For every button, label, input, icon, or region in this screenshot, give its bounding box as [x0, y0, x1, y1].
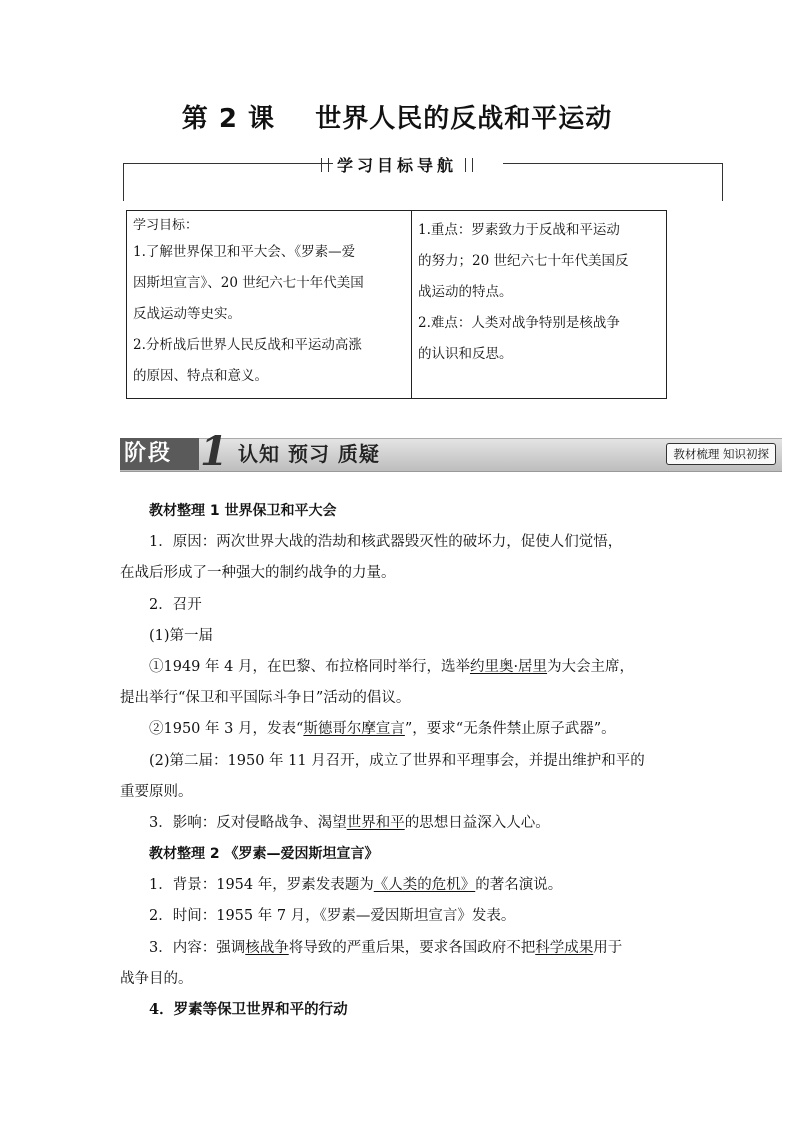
underlined-term: 世界和平: [346, 814, 405, 831]
key-point-line: 2.难点：人类对战争特别是核战争: [418, 315, 620, 331]
paragraph-line: 4．罗素等保卫世界和平的行动: [149, 1001, 348, 1018]
nav-separator-left: [321, 158, 329, 172]
underlined-term: 科学成果: [535, 939, 594, 956]
underlined-term: 《人类的危机》: [373, 877, 476, 894]
text-run: 的著名演说。: [475, 877, 563, 894]
paragraph-line: [120, 872, 680, 903]
key-point-line: 战运动的特点。: [418, 284, 513, 300]
paragraph-line: 2．召开: [149, 596, 202, 613]
key-point-line: 的认识和反思。: [418, 346, 513, 362]
text-run: 的思想日益深入人心。: [404, 814, 550, 831]
stage-label: 阶段: [120, 438, 199, 470]
paragraph-line: [120, 810, 680, 841]
nav-separator-right: [465, 158, 473, 172]
text-run: ①1949 年 4 月，在巴黎、布拉格同时举行，选举: [149, 658, 470, 675]
key-point-line: 的努力；20 世纪六七十年代美国反: [418, 253, 629, 269]
paragraph-line: [120, 654, 680, 685]
goals-right-cell: [412, 211, 667, 399]
stage-tag: 教材梳理 知识初探: [666, 443, 776, 465]
nav-title: 学习目标导航: [336, 156, 457, 175]
paragraph-line: 1．原因：两次世界大战的浩劫和核武器毁灭性的破坏力，促使人们觉悟，: [149, 534, 623, 551]
text-run: 将导致的严重后果，要求各国政府不把: [288, 939, 536, 956]
text-run: 用于: [593, 939, 623, 956]
section-heading: 教材整理 1 世界保卫和平大会: [149, 503, 337, 519]
goal-line: 的原因、特点和意义。: [133, 368, 268, 384]
paragraph-line: (1)第一届: [149, 627, 214, 644]
section-heading: 教材整理 2 《罗素—爱因斯坦宣言》: [149, 846, 379, 863]
goals-heading: 学习目标：: [133, 218, 199, 233]
text-run: ②1950 年 3 月，发表“: [149, 721, 304, 738]
goal-line: 1.了解世界保卫和平大会、《罗素—爱: [133, 244, 356, 260]
stage-number: 1: [200, 428, 228, 475]
goals-left-cell: [127, 211, 412, 399]
stage-banner: [120, 428, 782, 475]
paragraph-line: 战争目的。: [120, 970, 193, 987]
paragraph-line: (2)第二届：1950 年 11 月召开，成立了世界和平理事会，并提出维护和平的: [149, 752, 645, 769]
learning-goals-table: [126, 210, 667, 399]
nav-heading: [0, 153, 794, 176]
text-run: 1．背景：1954 年，罗素发表题为: [149, 877, 374, 894]
text-run: 3．内容：强调: [149, 939, 246, 956]
goal-line: 2.分析战后世界人民反战和平运动高涨: [133, 337, 362, 353]
lesson-content: [120, 498, 680, 1028]
underlined-term: 约里奥·居里: [469, 658, 548, 675]
underlined-term: 斯德哥尔摩宣言: [303, 721, 405, 738]
text-run: ”，要求“无条件禁止原子武器”。: [404, 721, 616, 738]
stage-caption: 认知 预习 质疑: [238, 442, 380, 466]
text-run: 3．影响：反对侵略战争、渴望: [149, 814, 347, 831]
lesson-title: 第 2 课 世界人民的反战和平运动: [181, 104, 613, 134]
text-run: 为大会主席，: [547, 658, 635, 675]
goal-line: 反战运动等史实。: [133, 306, 241, 322]
paragraph-line: [120, 716, 680, 747]
key-point-line: 1.重点：罗素致力于反战和平运动: [418, 222, 620, 238]
paragraph-line: 提出举行“保卫和平国际斗争日”活动的倡议。: [120, 690, 411, 707]
paragraph-line: 2．时间：1955 年 7 月，《罗素—爱因斯坦宣言》发表。: [149, 908, 516, 925]
paragraph-line: 重要原则。: [120, 783, 193, 800]
paragraph-line: 在战后形成了一种强大的制约战争的力量。: [120, 565, 396, 582]
underlined-term: 核战争: [245, 939, 289, 956]
goal-line: 因斯坦宣言》、20 世纪六七十年代美国: [133, 275, 364, 291]
paragraph-line: [120, 935, 680, 966]
